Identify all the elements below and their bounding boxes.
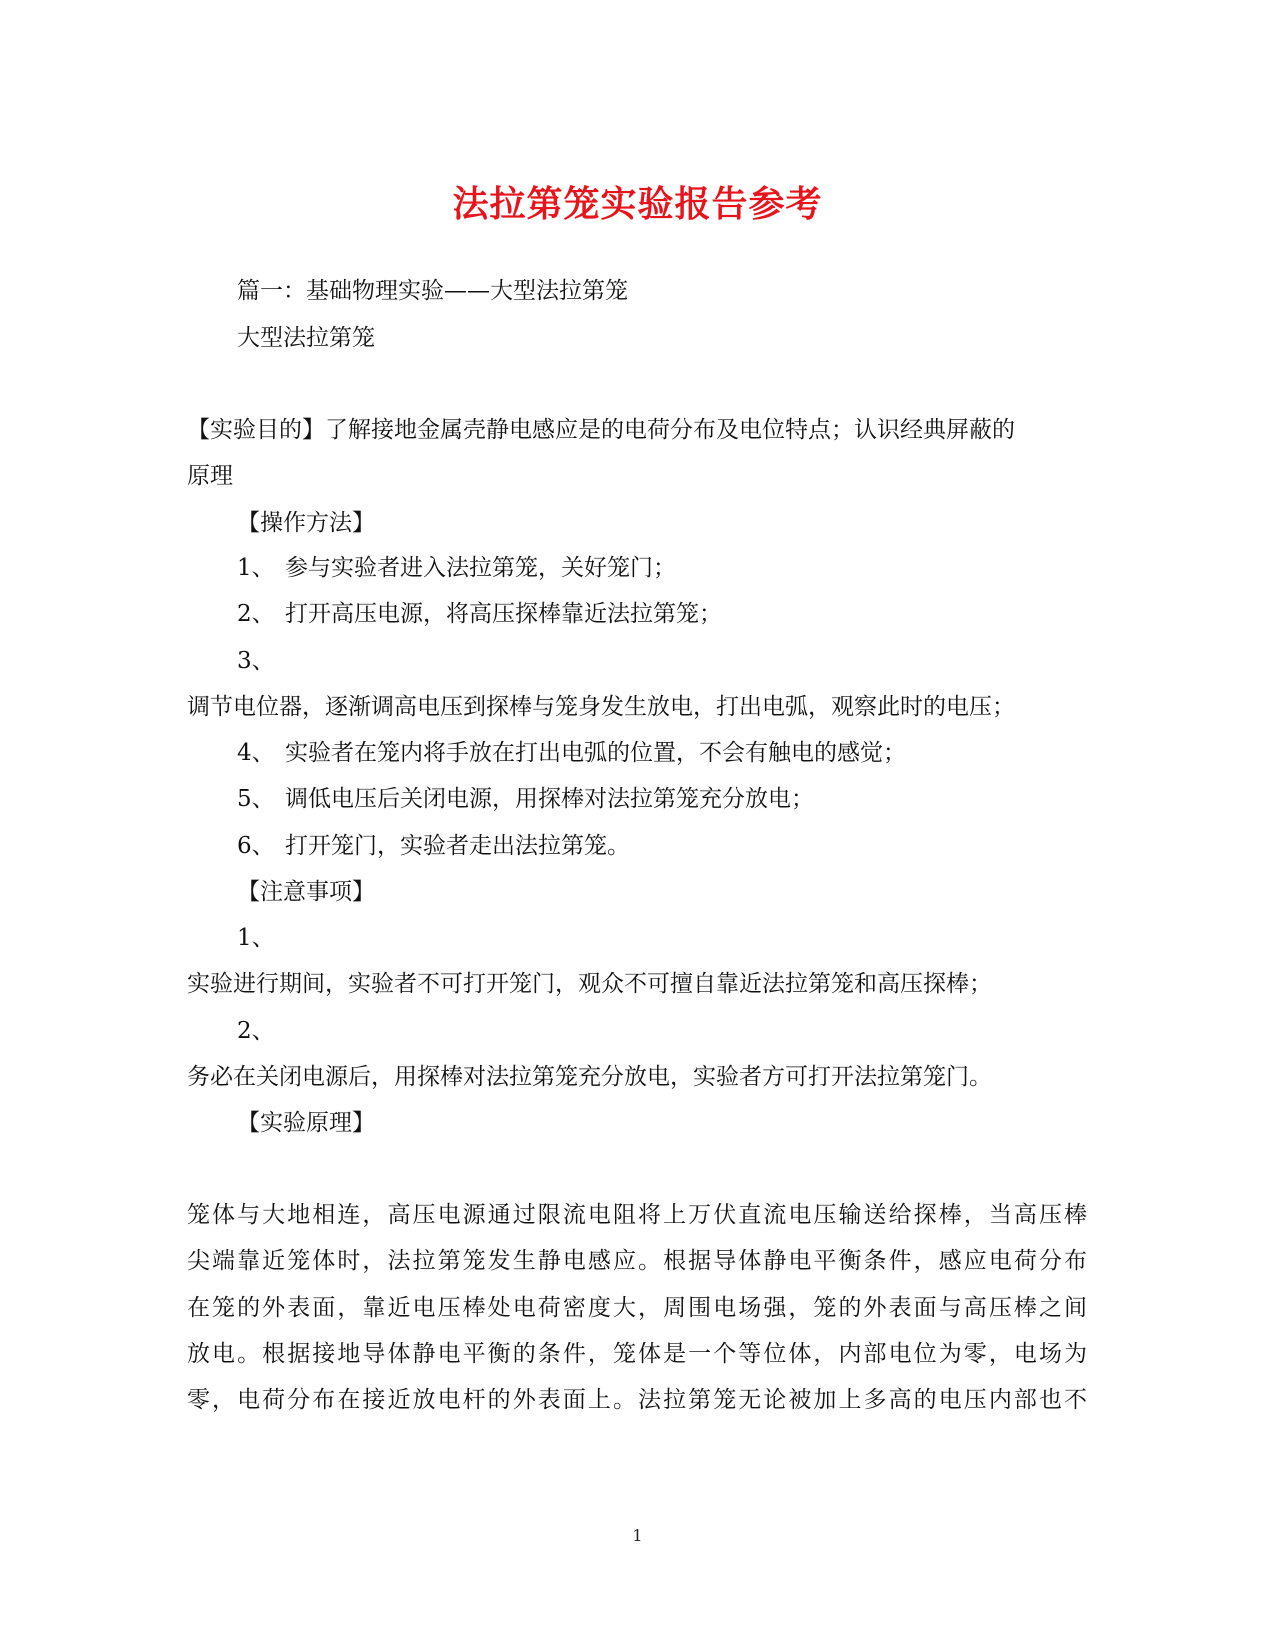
purpose-line-2: 原理 [187, 463, 233, 489]
note-text: 务必在关闭电源后，用探棒对法拉第笼充分放电，实验者方可打开法拉第笼门。 [187, 1064, 992, 1090]
step-text: 打开高压电源，将高压探棒靠近法拉第笼； [285, 601, 722, 627]
note-number: 1、 [237, 925, 275, 951]
purpose-line-1: 【实验目的】了解接地金属壳静电感应是的电荷分布及电位特点；认识经典屏蔽的 [187, 417, 1015, 443]
step-number: 6、 [237, 833, 275, 859]
method-step [237, 738, 906, 768]
method-step [237, 553, 676, 583]
step-text: 打开笼门，实验者走出法拉第笼。 [285, 833, 630, 859]
principle-line: 在笼的外表面，靠近电压棒处电荷密度大，周围电场强，笼的外表面与高压棒之间 [187, 1295, 1087, 1321]
principle-heading: 【实验原理】 [237, 1110, 375, 1136]
chapter-heading: 篇一：基础物理实验——大型法拉第笼 [237, 278, 628, 304]
principle-line: 放电。根据接地导体静电平衡的条件，笼体是一个等位体，内部电位为零，电场为 [187, 1341, 1087, 1367]
step-text: 实验者在笼内将手放在打出电弧的位置，不会有触电的感觉； [285, 740, 906, 766]
method-step-continuation: 调节电位器，逐渐调高电压到探棒与笼身发生放电，打出电弧，观察此时的电压； [187, 694, 1015, 720]
experiment-name: 大型法拉第笼 [237, 325, 375, 351]
step-number: 2、 [237, 601, 275, 627]
step-text: 调低电压后关闭电源，用探棒对法拉第笼充分放电； [285, 786, 814, 812]
note-text: 实验进行期间，实验者不可打开笼门，观众不可擅自靠近法拉第笼和高压探棒； [187, 971, 992, 997]
principle-line: 笼体与大地相连，高压电源通过限流电阻将上万伏直流电压输送给探棒，当高压棒 [187, 1202, 1087, 1228]
notes-heading: 【注意事项】 [237, 879, 375, 905]
principle-line: 尖端靠近笼体时，法拉第笼发生静电感应。根据导体静电平衡条件，感应电荷分布 [187, 1248, 1087, 1274]
step-number: 1、 [237, 555, 275, 581]
principle-line: 零，电荷分布在接近放电杆的外表面上。法拉第笼无论被加上多高的电压内部也不 [187, 1387, 1087, 1413]
method-step [237, 646, 285, 676]
method-heading: 【操作方法】 [237, 510, 375, 536]
step-number: 5、 [237, 786, 275, 812]
step-text: 参与实验者进入法拉第笼，关好笼门； [285, 555, 676, 581]
method-step [237, 784, 814, 814]
method-step [237, 599, 722, 629]
step-number: 4、 [237, 740, 275, 766]
document-title: 法拉第笼实验报告参考 [452, 183, 823, 225]
page-number: 1 [632, 1526, 643, 1545]
method-step [237, 831, 630, 861]
step-number: 3、 [237, 648, 275, 674]
note-number: 2、 [237, 1018, 275, 1044]
